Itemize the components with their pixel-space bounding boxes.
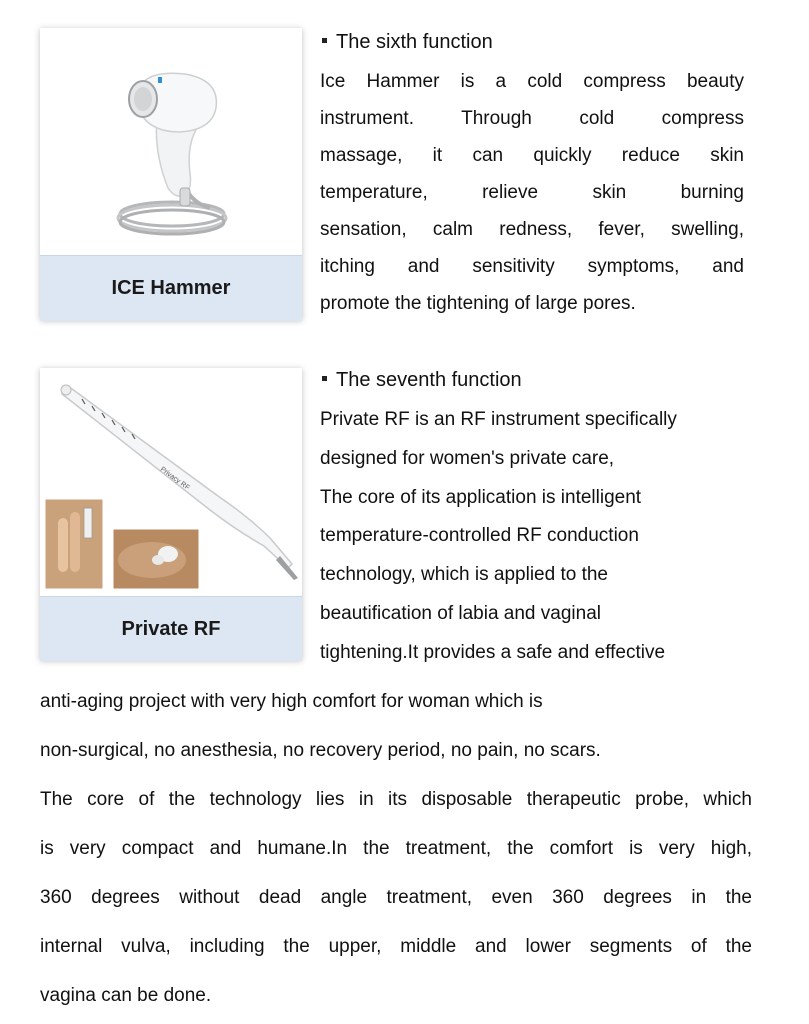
ice-hammer-card <box>40 28 302 320</box>
text-line: massage, it can quickly reduce skin <box>320 145 744 166</box>
private-rf-label: Private RF <box>40 596 302 661</box>
text-line: designed for women's private care, <box>320 447 615 469</box>
text-line: promote the tightening of large pores. <box>320 293 636 314</box>
sixth-function-heading <box>322 31 493 54</box>
text-line: instrument. Through cold compress <box>320 108 744 129</box>
private-rf-description <box>320 401 760 673</box>
text-line: internal vulva, including the upper, middle and lower segments of the <box>40 936 752 957</box>
text-line: The core of its application is intelligent <box>320 486 642 508</box>
text-line: is very compact and humane.In the treatment, the comfort is very high, <box>40 838 752 859</box>
text-line: anti-aging project with very high comfort for woman which is <box>40 691 543 712</box>
private-rf-continuation <box>40 677 752 1020</box>
text-line: vagina can be done. <box>40 985 212 1006</box>
text-line: sensation, calm redness, fever, swelling, <box>320 219 744 240</box>
text-line: technology, which is applied to the <box>320 564 608 586</box>
text-line: temperature-controlled RF conduction <box>320 525 639 547</box>
ice-hammer-image <box>40 28 302 255</box>
bullet-icon <box>322 38 327 43</box>
text-line: Private RF is an RF instrument specifically <box>320 409 677 430</box>
private-rf-card <box>40 368 302 660</box>
heading-text: The seventh function <box>336 369 522 391</box>
text-line: Ice Hammer is a cold compress beauty <box>320 71 744 92</box>
text-line: non-surgical, no anesthesia, no recovery period, no pain, no scars. <box>40 740 601 761</box>
ice-hammer-label: ICE Hammer <box>40 255 302 321</box>
bullet-icon <box>322 376 327 381</box>
ice-hammer-description <box>320 63 744 322</box>
text-line: 360 degrees without dead angle treatment, even 360 degrees in the <box>40 887 752 908</box>
text-line: tightening.It provides a safe and effective <box>320 641 666 663</box>
text-line: beautification of labia and vaginal <box>320 602 601 624</box>
private-rf-image <box>40 368 302 596</box>
text-line: The core of the technology lies in its disposable therapeutic probe, which <box>40 789 752 810</box>
probe-label: Privacy RF <box>158 465 191 492</box>
text-line: temperature, relieve skin burning <box>320 182 744 203</box>
text-line: itching and sensitivity symptoms, and <box>320 256 744 277</box>
heading-text: The sixth function <box>336 31 493 53</box>
seventh-function-heading <box>322 369 522 392</box>
